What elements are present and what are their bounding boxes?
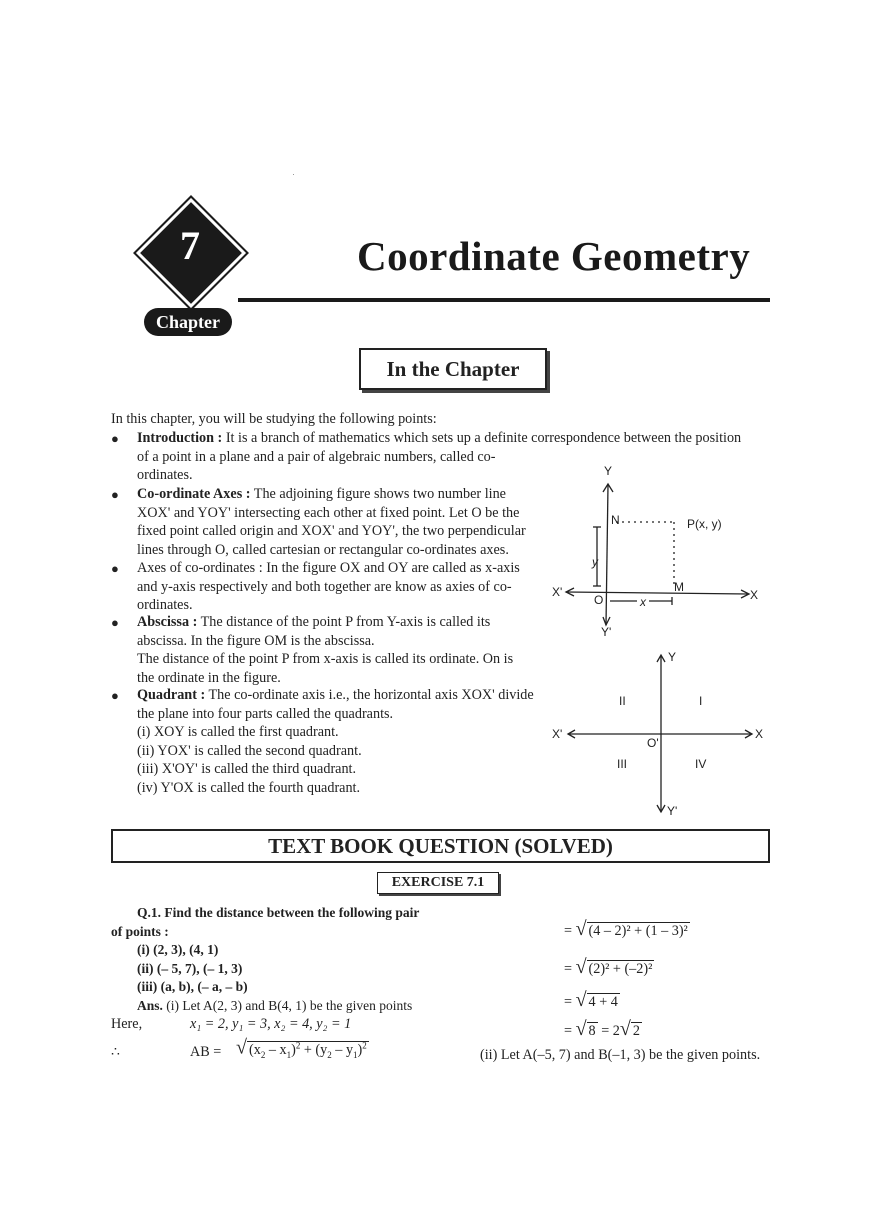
- bullet: ●: [111, 561, 119, 576]
- bullet: ●: [111, 688, 119, 703]
- item: (ii) (– 5, 7), (– 1, 3): [137, 960, 243, 976]
- label-n: N: [611, 513, 620, 527]
- line: ordinates.: [137, 597, 193, 614]
- here-label: Here,: [111, 1016, 143, 1032]
- label-x: X: [750, 588, 759, 602]
- bullet: ●: [111, 431, 119, 446]
- line: The co-ordinate axis i.e., the horizontal axis XOX' divide: [205, 687, 534, 703]
- bullet-head: Quadrant :: [137, 687, 206, 703]
- line: fixed point called origin and XOX' and YOY', the two perpendicular: [137, 523, 526, 540]
- item: (iii) (a, b), (– a, – b): [137, 979, 248, 994]
- question-head: of points :: [111, 923, 169, 939]
- intro-text: In this chapter, you will be studying the following points:: [111, 411, 437, 427]
- in-chapter-heading: In the Chapter: [359, 348, 547, 390]
- line: (ii) YOX' is called the second quadrant.: [137, 742, 362, 759]
- ans-label: Ans.: [137, 997, 163, 1013]
- chapter-number: 7: [180, 223, 200, 268]
- line: (iii) X'OY' is called the third quadrant.: [137, 761, 357, 778]
- line: and y-axis respectively and both together are know as axies of co-: [137, 578, 512, 595]
- label-x: X: [755, 727, 764, 741]
- chapter-label: Chapter: [144, 308, 232, 336]
- label-xprime: X': [552, 727, 563, 741]
- line: abscissa. In the figure OM is the abscissa.: [137, 632, 375, 649]
- quadrant-iii: III: [617, 757, 628, 771]
- given-values: x₁ = 2, y₁ = 3, x₂ = 4, y₂ = 1: [190, 1016, 352, 1032]
- label-yprime: Y': [601, 625, 612, 639]
- bullet-abscissa: [137, 613, 537, 687]
- line: XOX' and YOY' intersecting each other at fixed point. Let O be the: [137, 504, 520, 521]
- quadrant-iv: IV: [695, 757, 707, 771]
- expr: (2)² + (–2)²: [588, 961, 653, 977]
- label-o: O': [647, 736, 659, 750]
- step-2: = √ (2)² + (–2)²: [564, 956, 653, 978]
- label-yprime: Y': [667, 804, 678, 818]
- expr: = 2: [601, 1023, 620, 1039]
- item: (i) (2, 3), (4, 1): [137, 942, 219, 957]
- bullet-head: Introduction :: [137, 430, 223, 446]
- label-y: Y: [668, 650, 677, 664]
- bullet-axes: [137, 485, 537, 559]
- quadrant-i: I: [699, 694, 703, 708]
- label-y-dist: y: [592, 555, 598, 569]
- question-head: Q.1. Find the distance between the following pair: [137, 905, 420, 920]
- line: The adjoining figure shows two number line: [250, 486, 506, 502]
- expr: 8: [588, 1023, 596, 1039]
- bullet-head: Abscissa :: [137, 614, 198, 630]
- line: The distance of the point P from x-axis is called its ordinate. On is: [137, 651, 514, 668]
- line: lines through O, called cartesian or rectangular co-ordinates axes.: [137, 541, 509, 558]
- expr: 4 + 4: [588, 994, 618, 1010]
- step-4: = √ 8 = 2√ 2: [564, 1018, 640, 1040]
- line: The distance of the point P from Y-axis is called its: [197, 614, 491, 630]
- label-p: P(x, y): [687, 517, 722, 531]
- line: of a point in a plane and a pair of algebraic numbers, called co-: [137, 448, 496, 465]
- label-xprime: X': [552, 585, 563, 599]
- bullet: ●: [111, 487, 119, 502]
- line: ordinates.: [137, 467, 193, 484]
- ans-text: (i) Let A(2, 3) and B(4, 1) be the given points: [162, 997, 413, 1013]
- bullet-head: Co-ordinate Axes :: [137, 486, 251, 502]
- line: the ordinate in the figure.: [137, 669, 281, 686]
- line: the plane into four parts called the quadrants.: [137, 705, 394, 722]
- bullet-quadrant: [137, 686, 537, 798]
- step-1: = √ (4 – 2)² + (1 – 3)²: [564, 918, 688, 940]
- exercise-heading: EXERCISE 7.1: [377, 872, 499, 894]
- label-y: Y: [604, 464, 613, 478]
- question-1: [111, 904, 471, 1015]
- line: (iv) Y'OX is called the fourth quadrant.: [137, 779, 361, 796]
- coordinate-figures: [540, 460, 780, 820]
- section-heading: TEXT BOOK QUESTION (SOLVED): [111, 829, 770, 863]
- label-x-dist: x: [637, 595, 649, 609]
- line: (i) XOY is called the first quadrant.: [137, 724, 339, 741]
- step-3: = √ 4 + 4: [564, 989, 618, 1011]
- page-title: Coordinate Geometry: [357, 233, 751, 279]
- therefore: ∴: [111, 1044, 121, 1060]
- expr: (4 – 2)² + (1 – 3)²: [588, 923, 688, 939]
- ab-label: AB =: [190, 1044, 222, 1060]
- label-o: O: [594, 593, 604, 607]
- distance-formula: √ $(x_2 - x_1)^2 + (y_2 - y_1)^2$: [236, 1036, 367, 1060]
- bullet-axes-of-coordinates: [137, 559, 537, 615]
- quadrant-ii: II: [619, 694, 626, 708]
- speck: [293, 174, 294, 175]
- line: Axes of co-ordinates : In the figure OX and OY are called as x-axis: [137, 560, 520, 576]
- y-axis: [606, 485, 608, 625]
- label-m: M: [674, 580, 684, 594]
- part-ii-text: (ii) Let A(–5, 7) and B(–1, 3) be the given points.: [480, 1047, 761, 1063]
- line: It is a branch of mathematics which sets up a definite correspondence between the position: [222, 430, 742, 446]
- expr: 2: [632, 1023, 640, 1039]
- title-rule: [238, 298, 770, 302]
- bullet: ●: [111, 615, 119, 630]
